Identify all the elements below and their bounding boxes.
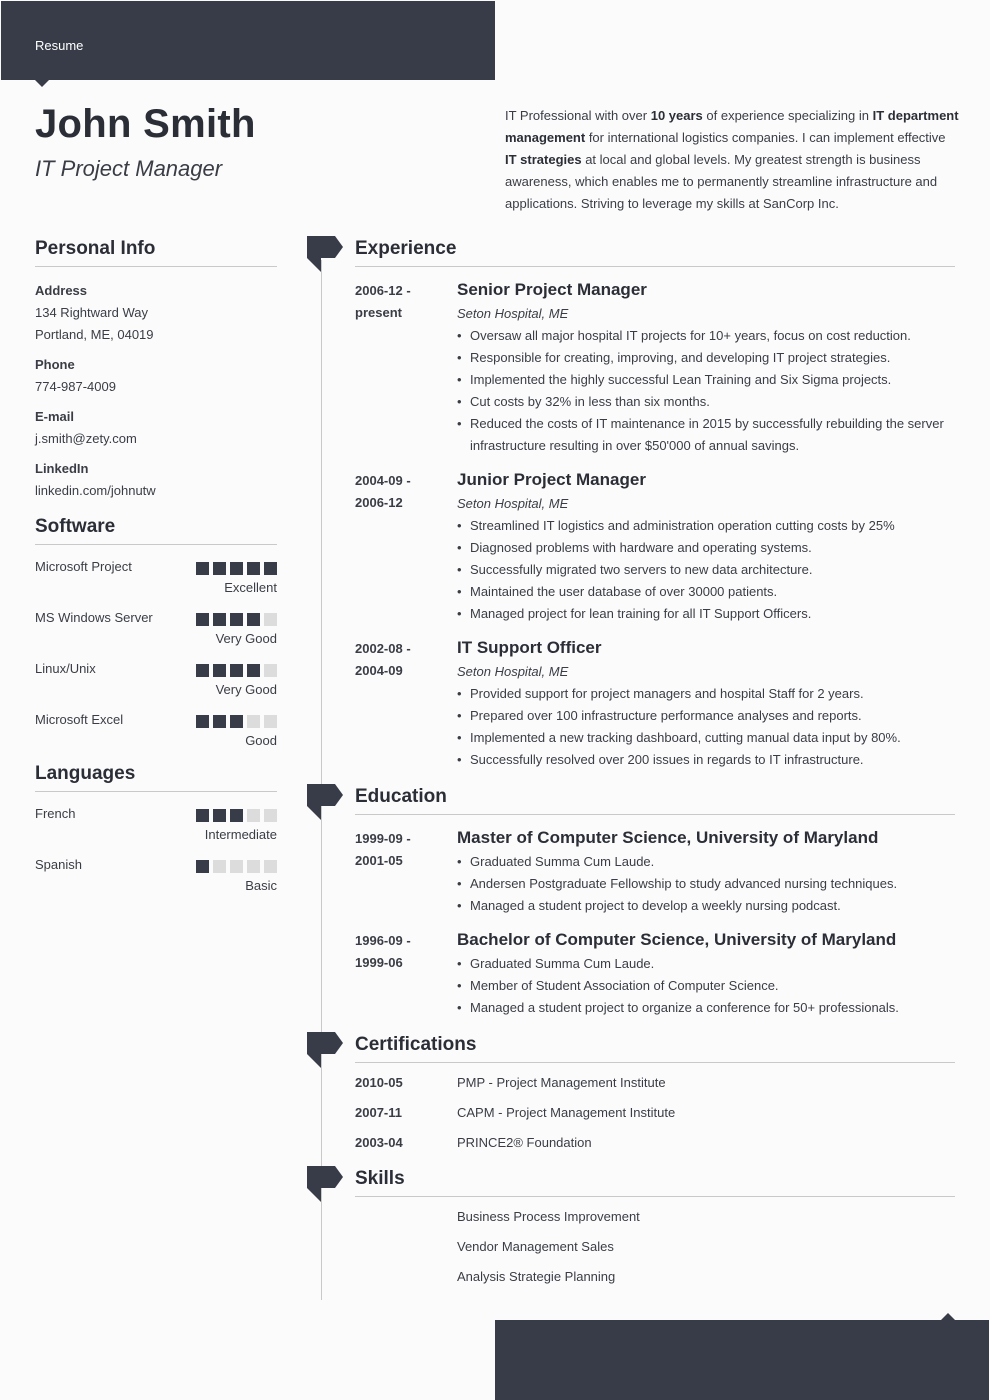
rating-dots: [196, 809, 277, 822]
entry-date: [355, 470, 435, 514]
language-list: [35, 792, 277, 894]
entry-date: [355, 638, 435, 682]
bullet-item: • Graduated Summa Cum Laude.: [457, 953, 955, 975]
entry-bullets: [457, 325, 955, 457]
section-flag-icon: [307, 784, 343, 820]
entry-date-start: 2004-09 -: [355, 473, 411, 488]
experience-rule: [355, 266, 955, 267]
section-flag-icon: [307, 1166, 343, 1202]
certification-name: CAPM - Project Management Institute: [457, 1105, 676, 1120]
bullet-item: • Implemented the highly successful Lean Training and Six Sigma projects.: [457, 369, 955, 391]
entry-bullets: [457, 953, 955, 1019]
linkedin-label: LinkedIn: [35, 461, 89, 476]
entry-organization: Seton Hospital, ME: [457, 664, 569, 679]
summary-text-4: at local and global levels. My greatest strength is business awareness, which enables me to permanently streamline infrastructure and applications. Striving to leverage my skills at SanCorp Inc.: [505, 152, 938, 211]
rating-dots: [196, 562, 277, 575]
rating-name: Microsoft Project: [35, 559, 132, 574]
entry-title: Bachelor of Computer Science, University of Maryland: [457, 930, 897, 949]
rating-name: Spanish: [35, 857, 82, 872]
summary-text-2: of experience specializing in: [702, 108, 873, 123]
summary-bold-2: IT department management: [505, 108, 959, 145]
language-item: [35, 792, 277, 843]
phone-label: Phone: [35, 357, 75, 372]
certification-name: PMP - Project Management Institute: [457, 1075, 666, 1090]
education-rule: [355, 814, 955, 815]
header-bar: [1, 1, 495, 80]
left-column: [35, 238, 277, 894]
skills-rule: [355, 1196, 955, 1197]
entry-date-start: 2002-08 -: [355, 641, 411, 656]
rating-level: Excellent: [224, 580, 277, 595]
skill-item: Business Process Improvement: [457, 1209, 640, 1224]
rating-dot: [196, 860, 209, 873]
rating-dot: [247, 664, 260, 677]
entry-bullets: [457, 851, 955, 917]
bullet-item: • Responsible for creating, improving, and developing IT project strategies.: [457, 347, 955, 369]
bullet-item: • Maintained the user database of over 30000 patients.: [457, 581, 955, 603]
section-flag-icon: [307, 236, 343, 272]
entry-date-end: present: [355, 305, 402, 320]
software-item: [35, 647, 277, 698]
skill-item: Vendor Management Sales: [457, 1239, 614, 1254]
rating-dot: [213, 860, 226, 873]
bullet-item: • Successfully migrated two servers to new data architecture.: [457, 559, 955, 581]
rating-dot: [213, 715, 226, 728]
rating-level: Basic: [245, 878, 277, 893]
bullet-item: • Successfully resolved over 200 issues in regards to IT infrastructure.: [457, 749, 955, 771]
rating-dots: [196, 664, 277, 677]
rating-name: Microsoft Excel: [35, 712, 124, 727]
entry-organization: Seton Hospital, ME: [457, 496, 569, 511]
rating-dot: [196, 715, 209, 728]
rating-dot: [247, 562, 260, 575]
language-item: [35, 843, 277, 894]
rating-level: Very Good: [215, 631, 277, 646]
certification-row: [355, 1132, 955, 1154]
entry-bullets: [457, 515, 955, 625]
timeline-line: [321, 260, 322, 1300]
certification-row: [355, 1102, 955, 1124]
bullet-item: • Managed a student project to develop a weekly nursing podcast.: [457, 895, 955, 917]
rating-dot: [196, 809, 209, 822]
rating-dot: [196, 562, 209, 575]
bullet-item: • Streamlined IT logistics and administration operation cutting costs by 25%: [457, 515, 955, 537]
certification-date: 2007-11: [355, 1105, 402, 1120]
software-list: [35, 545, 277, 749]
rating-name: French: [35, 806, 76, 821]
rating-dot: [230, 664, 243, 677]
rating-dot: [264, 860, 277, 873]
rating-dot: [230, 860, 243, 873]
rating-name: MS Windows Server: [35, 610, 153, 625]
entry-date-end: 2001-05: [355, 853, 403, 868]
certifications-rule: [355, 1062, 955, 1063]
certification-row: [355, 1072, 955, 1094]
bullet-item: • Reduced the costs of IT maintenance in 2015 by successfully rebuilding the server infrastructure resulting in over $50'000 of annual savings.: [457, 413, 955, 457]
address-line1: 134 Rightward Way: [35, 305, 148, 320]
entry-date: [355, 280, 435, 324]
candidate-name: John Smith: [35, 102, 256, 146]
rating-dot: [230, 809, 243, 822]
skill-item: Analysis Strategie Planning: [457, 1269, 616, 1284]
rating-dot: [264, 613, 277, 626]
rating-dot: [196, 613, 209, 626]
software-title: Software: [35, 516, 277, 545]
bullet-item: • Graduated Summa Cum Laude.: [457, 851, 955, 873]
rating-name: Linux/Unix: [35, 661, 96, 676]
rating-dot: [247, 613, 260, 626]
certifications-title: Certifications: [355, 1034, 477, 1055]
summary-bold-1: 10 years: [650, 108, 703, 123]
languages-title: Languages: [35, 763, 277, 792]
bullet-item: • Andersen Postgraduate Fellowship to study advanced nursing techniques.: [457, 873, 955, 895]
header-notch: [35, 80, 49, 87]
summary-bold-3: IT strategies: [505, 152, 582, 167]
rating-dots: [196, 715, 277, 728]
rating-dot: [213, 809, 226, 822]
software-item: [35, 698, 277, 749]
bullet-item: • Provided support for project managers and hospital Staff for 2 years.: [457, 683, 955, 705]
summary-text-1: IT Professional with over: [505, 108, 651, 123]
rating-dot: [264, 664, 277, 677]
entry-date: [355, 828, 435, 872]
rating-dot: [247, 715, 260, 728]
bullet-item: • Managed project for lean training for all IT Support Officers.: [457, 603, 955, 625]
candidate-job-title: IT Project Manager: [35, 156, 223, 181]
rating-dot: [264, 715, 277, 728]
software-item: [35, 545, 277, 596]
entry-title: Junior Project Manager: [457, 470, 646, 489]
rating-dot: [247, 809, 260, 822]
email-value[interactable]: j.smith@zety.com: [35, 431, 137, 446]
rating-dot: [213, 664, 226, 677]
personal-info-title: Personal Info: [35, 238, 277, 267]
footer-bar: [495, 1320, 989, 1400]
entry-date-end: 1999-06: [355, 955, 403, 970]
entry-date-end: 2006-12: [355, 495, 403, 510]
bullet-item: • Cut costs by 32% in less than six months.: [457, 391, 955, 413]
certification-name: PRINCE2® Foundation: [457, 1135, 592, 1150]
entry-title: Master of Computer Science, University of Maryland: [457, 828, 879, 847]
certification-date: 2010-05: [355, 1075, 403, 1090]
rating-dot: [230, 562, 243, 575]
entry-title: IT Support Officer: [457, 638, 602, 657]
address-line2: Portland, ME, 04019: [35, 327, 154, 342]
rating-dot: [264, 562, 277, 575]
education-title: Education: [355, 786, 447, 807]
rating-dots: [196, 860, 277, 873]
address-label: Address: [35, 283, 88, 298]
software-item: [35, 596, 277, 647]
rating-dot: [213, 562, 226, 575]
rating-dot: [196, 664, 209, 677]
rating-dot: [230, 613, 243, 626]
bullet-item: • Member of Student Association of Computer Science.: [457, 975, 955, 997]
summary-text-3: for international logistics companies. I can implement effective: [585, 130, 946, 145]
bullet-item: • Prepared over 100 infrastructure performance analyses and reports.: [457, 705, 955, 727]
section-flag-icon: [307, 1032, 343, 1068]
summary-paragraph: [505, 105, 960, 215]
experience-title: Experience: [355, 238, 457, 259]
rating-dot: [264, 809, 277, 822]
entry-organization: Seton Hospital, ME: [457, 306, 569, 321]
rating-dots: [196, 613, 277, 626]
header-label: Resume: [35, 38, 84, 53]
bullet-item: • Oversaw all major hospital IT projects for 10+ years, focus on cost reduction.: [457, 325, 955, 347]
rating-dot: [213, 613, 226, 626]
entry-bullets: [457, 683, 955, 771]
bullet-item: • Managed a student project to organize a conference for 50+ professionals.: [457, 997, 955, 1019]
footer-notch: [941, 1313, 955, 1320]
rating-dot: [247, 860, 260, 873]
rating-level: Very Good: [215, 682, 277, 697]
certification-date: 2003-04: [355, 1135, 403, 1150]
skills-title: Skills: [355, 1168, 405, 1189]
rating-level: Good: [245, 733, 277, 748]
rating-level: Intermediate: [204, 827, 277, 842]
entry-date-start: 1999-09 -: [355, 831, 411, 846]
entry-date-end: 2004-09: [355, 663, 403, 678]
phone-value: 774-987-4009: [35, 379, 116, 394]
entry-date-start: 2006-12 -: [355, 283, 411, 298]
entry-date-start: 1996-09 -: [355, 933, 411, 948]
rating-dot: [230, 715, 243, 728]
bullet-item: • Diagnosed problems with hardware and operating systems.: [457, 537, 955, 559]
bullet-item: • Implemented a new tracking dashboard, cutting manual data input by 80%.: [457, 727, 955, 749]
linkedin-value[interactable]: linkedin.com/johnutw: [35, 483, 156, 498]
entry-title: Senior Project Manager: [457, 280, 647, 299]
email-label: E-mail: [35, 409, 75, 424]
entry-date: [355, 930, 435, 974]
